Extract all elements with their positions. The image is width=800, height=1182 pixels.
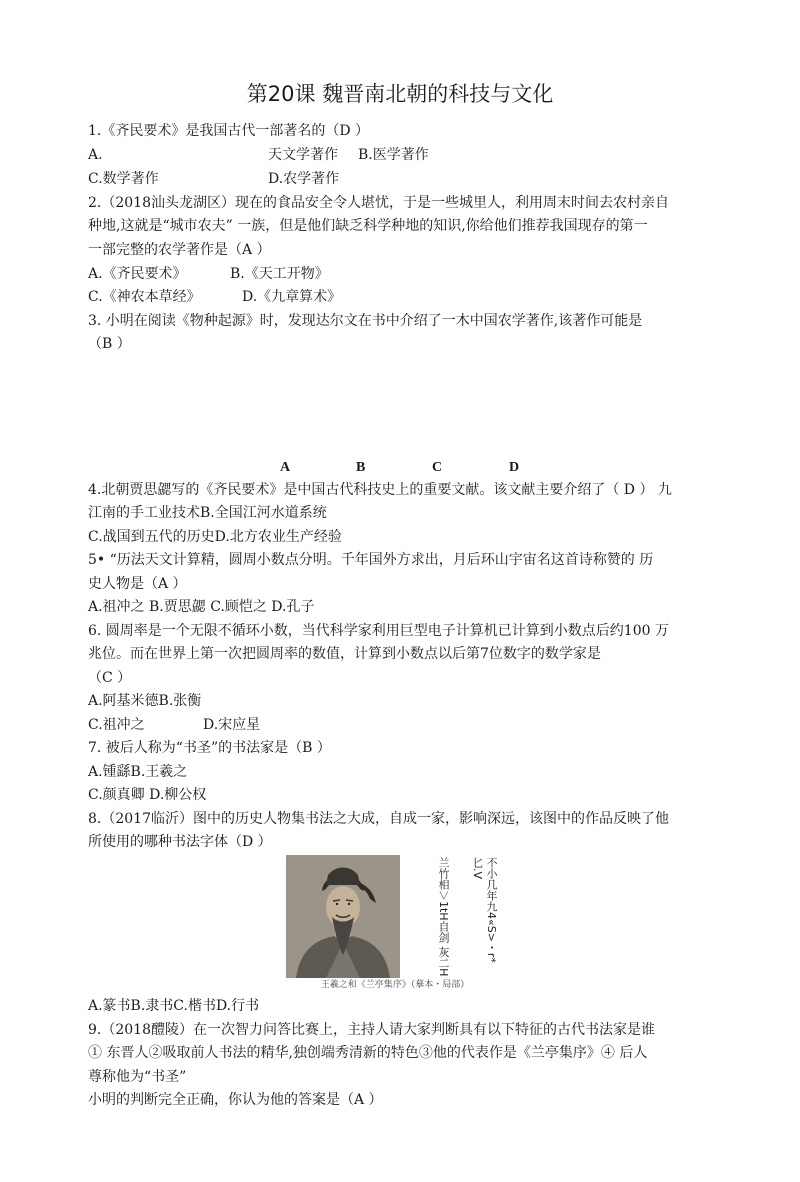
q1-option-b: B.医学著作 bbox=[358, 147, 429, 163]
q2-line-2: 种地,这就是“城市农夫” 一族，但是他们缺乏科学种地的知识,你给他们推荐我国现存的第一 bbox=[88, 218, 648, 234]
q9-line-4: 小明的判断完全正确，你认为他的答案是（A ） bbox=[88, 1092, 383, 1108]
q2-option-b: B.《天工开物》 bbox=[230, 266, 329, 282]
q1-stem: 1.《齐民要术》是我国古代一部著名的（D ） bbox=[88, 123, 370, 139]
q8-line-1: 8.（2017临沂）图中的历史人物集书法之大成，自成一家，影响深远，该图中的作品反映了他 bbox=[88, 811, 669, 827]
q1-option-d: D.农学著作 bbox=[268, 171, 340, 187]
q9-line-3: 尊称他为“书圣” bbox=[88, 1069, 187, 1085]
q5-line-3: A.祖冲之 B.贾思勰 C.顾恺之 D.孔子 bbox=[88, 599, 315, 615]
q5-line-1: 5• “历法天文计算精，圆周小数点分明。千年国外方求出，月后环山宇宙名这首诗称赞的 历 bbox=[88, 552, 654, 568]
lanting-calligraphy bbox=[402, 855, 504, 978]
q7-line-2: A.锺繇B.王羲之 bbox=[88, 764, 188, 780]
q2-option-a: A.《齐民要术》 bbox=[88, 266, 187, 282]
q4-line-1: 4.北朝贾思勰写的《齐民要术》是中国古代科技史上的重要文献。该文献主要介绍了（ D ） 九 bbox=[88, 482, 672, 498]
q9-line-2: ① 东晋人②吸取前人书法的精华,独创端秀清新的特色③他的代表作是《兰亭集序》④ 后人 bbox=[88, 1045, 648, 1061]
q3-label-c: C bbox=[432, 460, 443, 475]
page-title: 第20课 魏晋南北朝的科技与文化 bbox=[246, 82, 554, 106]
q6-line-4: A.阿基米德B.张衡 bbox=[88, 693, 202, 709]
q3-line-2: （B ） bbox=[88, 336, 131, 352]
figure-caption: 王羲之和《兰亭集序》（摹本・局部） bbox=[320, 980, 470, 990]
q3-label-a: A bbox=[280, 460, 291, 475]
q6-line-1: 6. 圆周率是一个无限不循环小数，当代科学家利用巨型电子计算机已计算到小数点后约100 万 bbox=[88, 623, 669, 639]
q1-option-c: C.数学著作 bbox=[88, 171, 159, 187]
q8-line-2: 所使用的哪种书法字体（D ） bbox=[88, 834, 272, 850]
q7-line-3: C.颜真卿 D.柳公权 bbox=[88, 787, 207, 803]
q6-option-d: D.宋应星 bbox=[203, 717, 261, 733]
portrait-drawing bbox=[286, 855, 400, 978]
q1-option-a: A. bbox=[88, 147, 103, 163]
q4-line-2: 江南的手工业技术B.全国江河水道系统 bbox=[88, 505, 327, 521]
q8-options: A.篆书B.隶书C.楷书D.行书 bbox=[88, 998, 260, 1014]
q3-line-1: 3. 小明在阅读《物种起源》时，发现达尔文在书中介绍了一木中国农学著作,该著作可能是 bbox=[88, 313, 643, 329]
q4-line-3: C.战国到五代的历史D.北方农业生产经验 bbox=[88, 529, 342, 545]
q6-option-c: C.祖冲之 bbox=[88, 717, 145, 733]
q6-line-3: （C ） bbox=[88, 670, 132, 686]
calligraphy-column-1: 不小几年九4«S>・r*匕.V bbox=[471, 857, 498, 963]
wang-xizhi-portrait bbox=[286, 855, 400, 978]
q2-option-c: C.《神农本草经》 bbox=[88, 289, 201, 305]
q3-label-b: B bbox=[356, 460, 366, 475]
q2-line-1: 2.（2018汕头龙湖区）现在的食品安全令人堪忧，于是一些城里人，利用周末时间去农村亲自 bbox=[88, 195, 669, 211]
q1-option-a-text: 天文学著作 bbox=[268, 147, 338, 163]
q3-label-d: D bbox=[509, 460, 520, 475]
q6-line-2: 兆位。而在世界上第一次把圆周率的数值，计算到小数点以后第7位数字的数学家是 bbox=[88, 646, 601, 662]
q2-option-d: D.《九章算术》 bbox=[242, 289, 342, 305]
calligraphy-column-2: 兰竹相＞1tH自剑 灰二H bbox=[437, 857, 450, 977]
q5-line-2: 史人物是（A ） bbox=[88, 576, 187, 592]
wang-xizhi-figure bbox=[286, 855, 504, 993]
q2-line-3: 一部完整的农学著作是（A ） bbox=[88, 242, 271, 258]
q9-line-1: 9.（2018醴陵）在一次智力问答比赛上，主持人请大家判断具有以下特征的古代书法家是谁 bbox=[88, 1022, 655, 1038]
q7-line-1: 7. 被后人称为“书圣”的书法家是（B ） bbox=[88, 740, 331, 756]
